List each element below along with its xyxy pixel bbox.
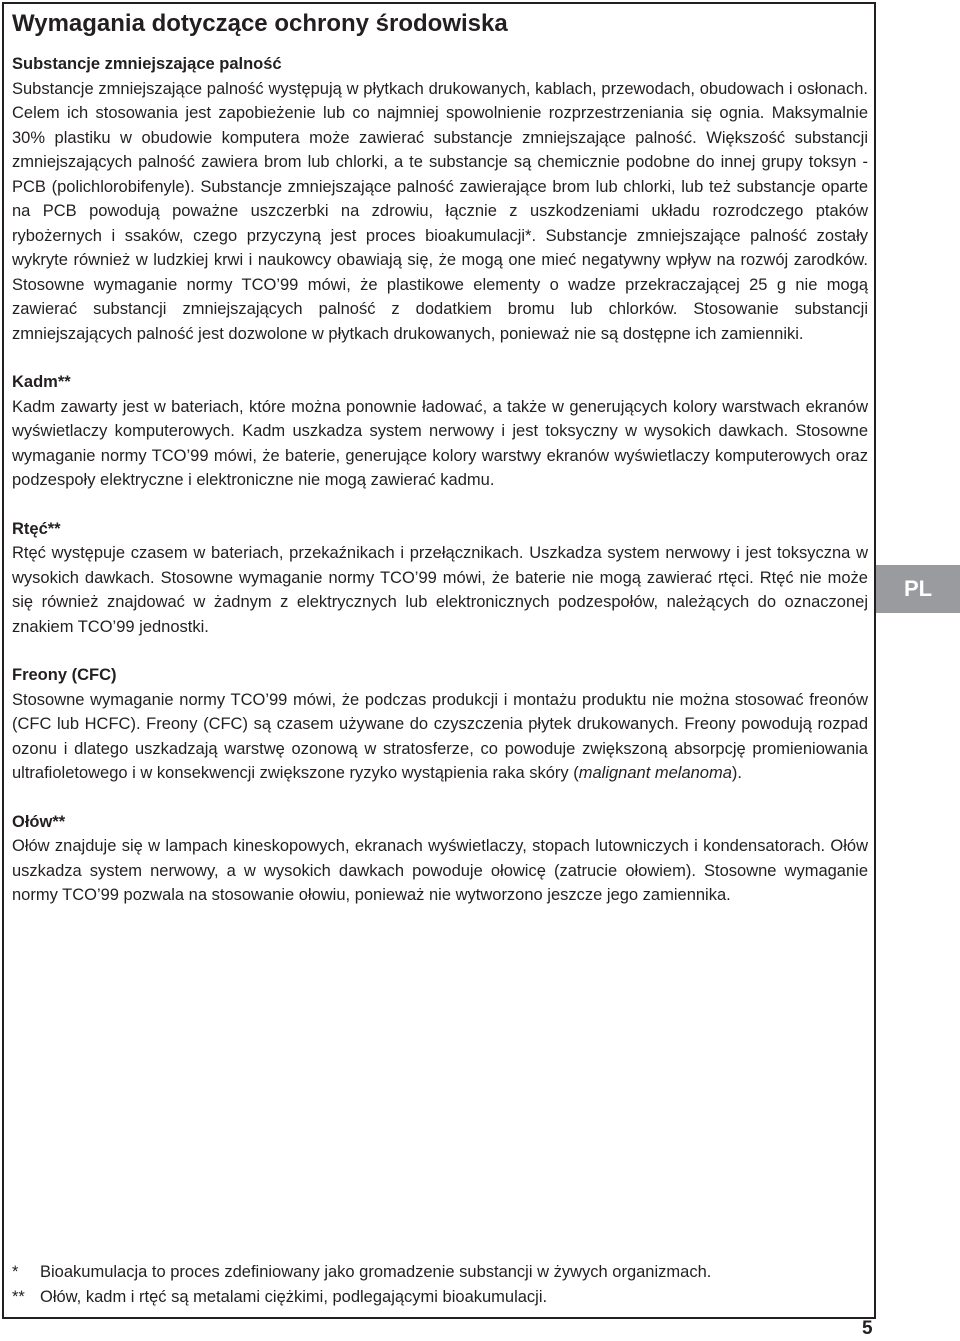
section-text: Rtęć występuje czasem w bateriach, przekaźnikach i przełącznikach. Uszkadza system nerwowy i jest toksyczna w wysokich dawkach. Stosowne wymaganie normy TCO’99 mówi, że baterie nie mogą zawierać rtęci. Rtęć nie może się również znajdować w żadnym z elektrycznych lub elektronicznych podzespołów, należących do oznaczonej znakiem TCO’99 jednostki. (12, 544, 868, 636)
section-text: Ołów znajduje się w lampach kineskopowych, ekranach wyświetlaczy, stopach lutowniczych i kondensatorach. Ołów uszkadza system nerwowy, a w wysokich dawkach powoduje ołowicę (zatrucie ołowiem). Stosowne wymaganie normy TCO’99 pozwala na stosowanie ołowiu, ponieważ nie wytworzono jeszcze jego zamiennika. (12, 837, 868, 904)
footnote-text: Ołów, kadm i rtęć są metalami ciężkimi, podlegającymi bioakumulacji. (40, 1287, 548, 1306)
section-cadmium (12, 370, 868, 493)
section-heading: Ołów** (12, 812, 66, 831)
section-text-italic: malignant melanoma (578, 764, 732, 782)
section-mercury (12, 517, 868, 640)
page-number: 5 (862, 1318, 873, 1339)
footnote-text: Bioakumulacja to proces zdefiniowany jako gromadzenie substancji w żywych organizmach. (40, 1263, 712, 1281)
section-heading: Kadm** (12, 373, 71, 391)
section-lead (12, 810, 868, 908)
section-text (12, 688, 868, 786)
footnote (12, 1285, 868, 1310)
section-heading: Freony (CFC) (12, 666, 117, 684)
section-flame-retardants (12, 52, 868, 346)
footnote-mark: ** (12, 1287, 25, 1306)
section-text-part: ). (731, 764, 742, 782)
document-body (12, 52, 868, 932)
section-text-part: Stosowne wymaganie normy TCO’99 mówi, że podczas produkcji i montażu produktu nie można stosować freonów (CFC lub HCFC). Freony (CFC) są czasem używane do czyszczenia płytek drukowanych. Freony powodują rozpad ozonu i dlatego uszkadzają warstwę ozonową w stratosferze, co powoduje zwiększoną absorpcję promieniowania ultrafioletowego i w konsekwencji zwiększone ryzyko wystąpienia raka skóry ( (12, 690, 868, 782)
language-label: PL (903, 576, 933, 601)
footnote-mark: * (12, 1263, 19, 1281)
section-text: Kadm zawarty jest w bateriach, które można ponownie ładować, a także w generujących kolory warstwach ekranów wyświetlaczy komputerowych. Kadm uszkadza system nerwowy i jest toksyczny w wysokich dawkach. Stosowne wymaganie normy TCO’99 mówi, że baterie, generujące kolory warstwy ekranów wyświetlaczy komputerowych oraz podzespoły elektryczne i elektroniczne nie mogą zawierać kadmu. (12, 397, 868, 489)
language-tab (876, 565, 960, 613)
section-cfc (12, 663, 868, 786)
footnotes (12, 1260, 868, 1309)
section-heading: Rtęć** (12, 519, 61, 538)
section-heading: Substancje zmniejszające palność (12, 55, 282, 73)
section-text: Substancje zmniejszające palność występują w płytkach drukowanych, kablach, przewodach, obudowach i osłonach. Celem ich stosowania jest zapobieżenie lub co najmniej spowolnienie rozprzestrzeniania się ognia. Maksymalnie 30% plastiku w obudowie komputera może zawierać substancje zmniejszające palność. Większość substancji zmniejszających palność zawiera brom lub chlorki, a te substancje są chemicznie podobne do innej grupy toksyn - PCB (polichlorobifenyle). Substancje zmniejszające palność zawierające brom lub chlorki, lub też substancje oparte na PCB powodują poważne uszczerbki na zdrowiu, łącznie z uszkodzeniami układu rozrodczego ptaków rybożernych i ssaków, czego przyczyną jest proces bioakumulacji*. Substancje zmniejszające palność zostały wykryte również w ludzkiej krwi i naukowcy obawiają się, że mogą one mieć negatywny wpływ na rozwój zarodków. Stosowne wymaganie normy TCO’99 mówi, że plastikowe elementy o wadze przekraczającej 25 g nie mogą zawierać substancji zmniejszających palność z dodatkiem bromu lub chlorków. Stosowanie substancji zmniejszających palność jest dozwolone w płytkach drukowanych, ponieważ nie są dostępne ich zamienniki. (12, 79, 868, 343)
footnote (12, 1260, 868, 1285)
page-title: Wymagania dotyczące ochrony środowiska (12, 10, 508, 37)
